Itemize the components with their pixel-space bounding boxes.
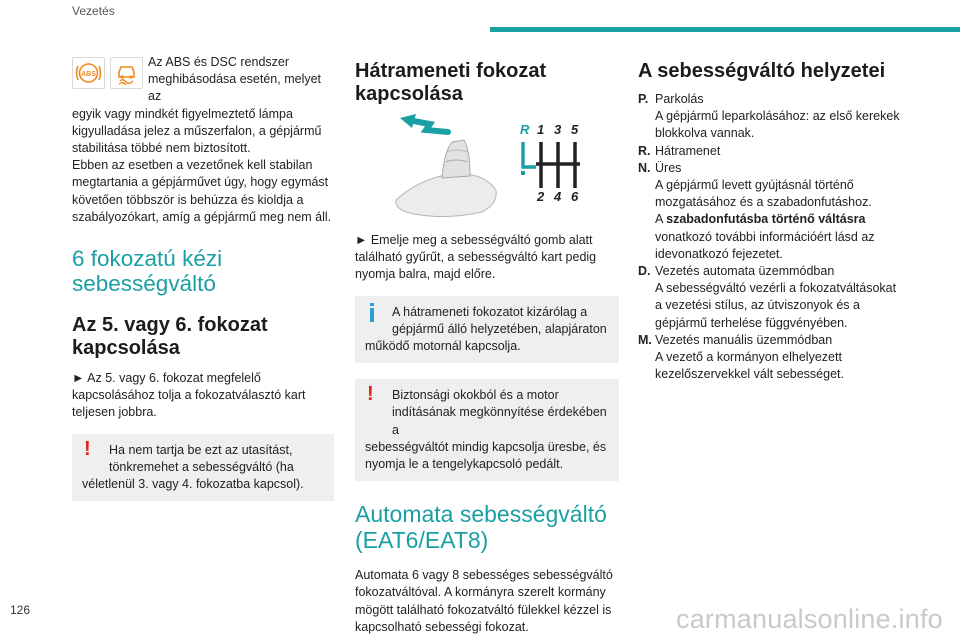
gear-4-label: 4	[554, 189, 562, 204]
gear-5-label: 5	[571, 122, 579, 137]
stability-control-warning-icon	[110, 57, 143, 89]
abs-warning-icon	[72, 57, 105, 89]
warning-icon: !	[84, 437, 91, 460]
info-icon-dot	[370, 303, 374, 306]
warning-line3: sebességváltót mindig kapcsolja üresbe, és nyomja le a tengelykapcsoló pedált.	[365, 439, 607, 472]
list-item-r	[638, 143, 906, 160]
section-title-reverse-gear: Hátrameneti fokozat kapcsolása	[355, 60, 547, 105]
list-label: Vezetés automata üzemmódban	[655, 264, 835, 279]
warning-lamp-icons	[72, 54, 144, 90]
list-description: A gépjármű levett gyújtásnál történő mozgatásához és a szabadonfutáshoz.	[655, 178, 872, 210]
list-letter: P.	[638, 92, 649, 106]
list-item-m	[638, 332, 906, 384]
section-title-gear-positions: A sebességváltó helyzetei	[638, 60, 886, 82]
list-description-freewheel	[638, 211, 906, 263]
warning-line1: Biztonsági okokból és a motor	[392, 388, 559, 403]
warning-line2: tönkremehet a sebességváltó (ha	[109, 459, 294, 474]
column-2	[355, 54, 619, 106]
info-icon	[370, 308, 374, 322]
warning-line2: indításának megkönnyítése érdekében a	[392, 405, 607, 437]
list-letter: D.	[638, 264, 651, 279]
info-line1: A hátrameneti fokozatot kizárólag a	[392, 304, 588, 319]
info-note-reverse	[355, 296, 619, 364]
automatic-gearbox-paragraph: Automata 6 vagy 8 sebességes sebességváltó fokozatváltóval. A kormányra szerelt kormány mögött található fokozatváltó fülekkel kézzel is kapcsolható sebességi fokozat.	[355, 568, 613, 634]
list-letter: M.	[638, 332, 652, 347]
list-letter: N.	[638, 160, 651, 175]
svg-text:ABS: ABS	[81, 71, 96, 78]
warning-note-gearbox	[72, 434, 334, 502]
list-label: Hátramenet	[655, 143, 721, 158]
gear-1-label: 1	[537, 122, 545, 137]
header-accent-bar	[490, 27, 960, 32]
warning-note-neutral	[355, 379, 619, 481]
abs-paragraph-rest: egyik vagy mindkét figyelmeztető lámpa kigyulladása jelez a műszerfalon, a gépjármű stabilitása többé nem biztosított.	[72, 106, 322, 156]
subsection-title-gear-5-6: Az 5. vagy 6. fokozat kapcsolása	[72, 314, 268, 360]
list-item-n	[638, 160, 906, 263]
list-label: Parkolás	[655, 92, 704, 106]
text-fragment: A	[655, 212, 667, 227]
page-number: 126	[10, 603, 31, 617]
list-item-p	[638, 91, 906, 143]
list-label: Vezetés manuális üzemmódban	[655, 332, 833, 347]
list-label: Üres	[655, 160, 682, 175]
gear-6-label: 6	[571, 189, 579, 204]
gear-position-list	[638, 91, 906, 383]
bold-text: szabadonfutásba történő váltásra	[666, 212, 866, 227]
list-description: A sebességváltó vezérli a fokozatváltásokat a vezetési stílus, az útviszonyok és a gépjármű terhelése függvényében.	[655, 281, 897, 330]
warning-line1: Ha nem tartja be ezt az utasítást,	[109, 442, 293, 457]
column-2-lower	[355, 232, 619, 636]
gear-2-label: 2	[537, 189, 545, 204]
gear-r-label: R	[520, 122, 530, 137]
info-line2: gépjármű álló helyzetében, alapjáraton	[392, 321, 607, 336]
gear-3-label: 3	[554, 122, 562, 137]
running-header: Vezetés	[72, 4, 115, 18]
column-3	[638, 54, 906, 383]
list-item-d	[638, 263, 906, 332]
reverse-gear-illustration	[386, 112, 588, 224]
section-title-manual-gearbox: 6 fokozatú kézi sebességváltó	[72, 246, 223, 297]
list-description: A vezető a kormányon elhelyezett kezelőszervekkel vált sebességet.	[655, 350, 844, 382]
abs-paragraph-line2: meghibásodása esetén, melyet az	[148, 72, 322, 104]
abs-paragraph-2: Ebben az esetben a vezetőnek kell stabilan megtartania a gépjárművet úgy, hogy egymást követően többször is behúzza és kioldja a szabályozókart, amíg a gépjármű meg nem áll.	[72, 158, 332, 224]
list-letter: R.	[638, 143, 651, 158]
list-description: A gépjármű leparkolásához: az első kerekek blokkolva vannak.	[655, 109, 900, 141]
reverse-gear-instruction: ► Emelje meg a sebességváltó gomb alatt található gyűrűt, a sebességváltó kart pedig nyomja balra, majd előre.	[355, 233, 597, 282]
watermark: carmanualsonline.info	[676, 604, 943, 634]
warning-icon: !	[367, 383, 374, 406]
gear-5-6-instruction: ► Az 5. vagy 6. fokozat megfelelő kapcsolásához tolja a fokozatválasztó kart teljesen jobbra.	[72, 371, 306, 420]
arrow-icon	[400, 114, 416, 128]
abs-paragraph-line1: Az ABS és DSC rendszer	[148, 55, 290, 69]
info-line3: működő motornál kapcsolja.	[365, 339, 521, 354]
warning-line3: véletlenül 3. vagy 4. fokozatba kapcsol).	[82, 477, 304, 492]
column-1	[72, 54, 334, 501]
section-title-automatic-gearbox: Automata sebességváltó (EAT6/EAT8)	[355, 501, 607, 554]
text-fragment: vonatkozó további információért lásd az idevonatkozó fejezetet.	[655, 229, 875, 261]
